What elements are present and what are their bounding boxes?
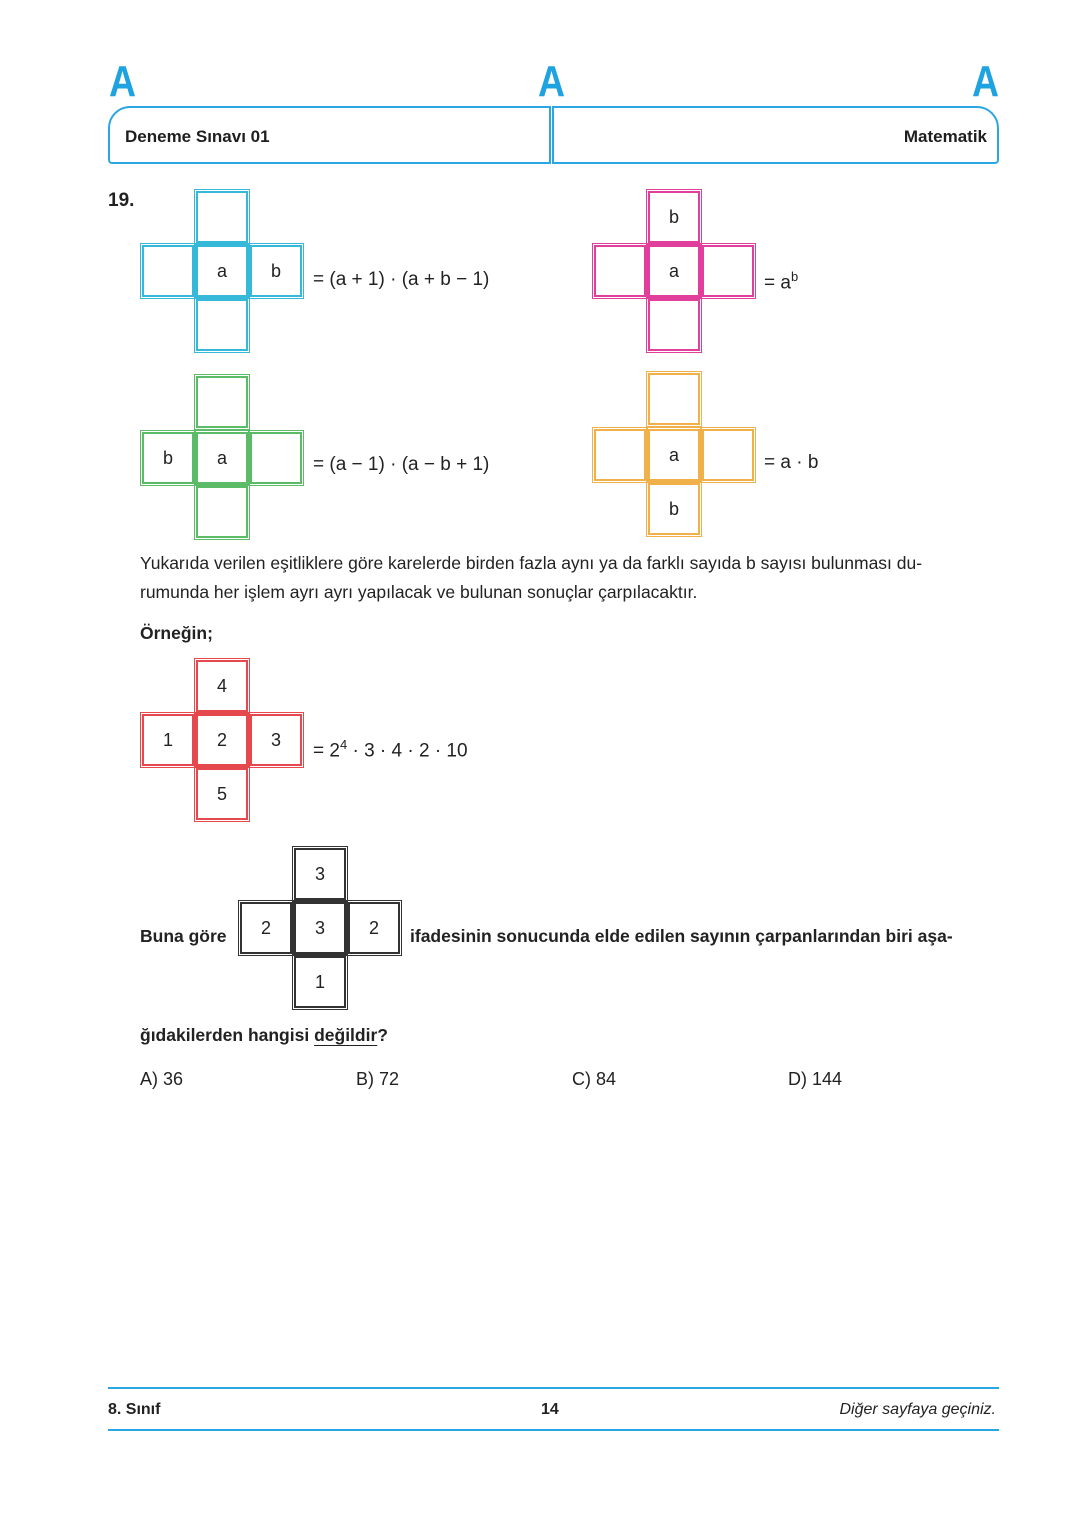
rule-equation-cyan: = (a + 1) · (a + b − 1) [313,269,490,290]
cross-cell-top [648,373,700,425]
rule-equation-orange: = a · b [764,452,819,473]
option-a[interactable]: A) 36 [140,1069,184,1089]
description-line-1: Yukarıda verilen eşitliklere göre karelerde birden fazla aynı ya da farklı sayıda b sayısı bulunması du- [140,553,923,573]
cross-cell-center: a [196,245,248,297]
cross-cell-top [196,376,248,428]
cross-cell-top: b [648,191,700,243]
cross-cell-right [702,245,754,297]
option-b[interactable]: B) 72 [356,1069,400,1089]
cross-cell-center: 3 [294,902,346,954]
cross-cell-bottom: 1 [294,956,346,1008]
cross-cell-left: b [142,432,194,484]
cross-cell-center: 2 [196,714,248,766]
cross-cell-bottom: 5 [196,768,248,820]
exam-title: Deneme Sınavı 01 [125,127,270,146]
ask-suffix: ifadesinin sonucunda elde edilen sayının çarpanlarından biri aşa- [410,926,953,946]
cross-cell-center: a [196,432,248,484]
footer-bottom-rule [108,1429,999,1431]
cross-cell-left [142,245,194,297]
footer-next-page: Diğer sayfaya geçiniz. [839,1401,996,1418]
cross-cell-left: 2 [240,902,292,954]
cross-cell-left [594,429,646,481]
example-eq-rest: · 3 · 4 · 2 · 10 [347,740,468,762]
option-d[interactable]: D) 144 [788,1069,843,1089]
example-label: Örneğin; [140,623,213,643]
rule-cross-magenta [592,189,762,359]
cross-cell-right: 2 [348,902,400,954]
cross-cell-top: 4 [196,660,248,712]
footer-page-number: 14 [541,1401,559,1418]
equation-base: = a [764,272,791,294]
example-cross [140,658,310,828]
cross-cell-bottom [648,299,700,351]
ask-line2-start: ğıdakilerden hangisi [140,1025,315,1045]
booklet-letter-left: A [109,57,137,106]
cross-cell-right [702,429,754,481]
example-equation [313,737,468,762]
ask-line-2 [140,1021,388,1050]
rule-cross-cyan [140,189,310,359]
cross-cell-top [196,191,248,243]
cross-cell-bottom [196,486,248,538]
cross-cell-bottom: b [648,483,700,535]
cross-cell-center: a [648,245,700,297]
cross-cell-bottom [196,299,248,351]
header-right-box [552,106,999,164]
subject-title: Matematik [903,127,987,146]
ask-negation-word: değildir [314,1025,378,1045]
cross-cell-right [250,432,302,484]
option-c[interactable]: C) 84 [572,1069,617,1089]
rule-equation-green: = (a − 1) · (a − b + 1) [313,454,490,475]
question-number: 19. [108,190,135,211]
footer-grade: 8. Sınıf [108,1401,161,1418]
booklet-letter-right: A [972,57,1000,106]
example-eq-prefix: = 2 [313,740,340,762]
rule-cross-green [140,374,310,544]
ask-cross [239,846,409,1016]
cross-cell-center: a [648,429,700,481]
question-description [140,549,1010,607]
cross-cell-right: b [250,245,302,297]
cross-cell-top: 3 [294,848,346,900]
booklet-letter-center: A [538,57,566,106]
footer-top-rule [108,1387,999,1389]
rule-equation-magenta [764,269,798,294]
equation-exponent: b [790,269,799,284]
ask-line2-end: ? [377,1025,388,1045]
ask-prefix: Buna göre [140,926,227,946]
example-eq-exponent: 4 [339,737,348,752]
rule-cross-orange [592,371,762,541]
description-line-2: rumunda her işlem ayrı ayrı yapılacak ve bulunan sonuçlar çarpılacaktır. [140,582,698,602]
cross-cell-left [594,245,646,297]
cross-cell-left: 1 [142,714,194,766]
header-left-box [108,106,551,164]
cross-cell-right: 3 [250,714,302,766]
